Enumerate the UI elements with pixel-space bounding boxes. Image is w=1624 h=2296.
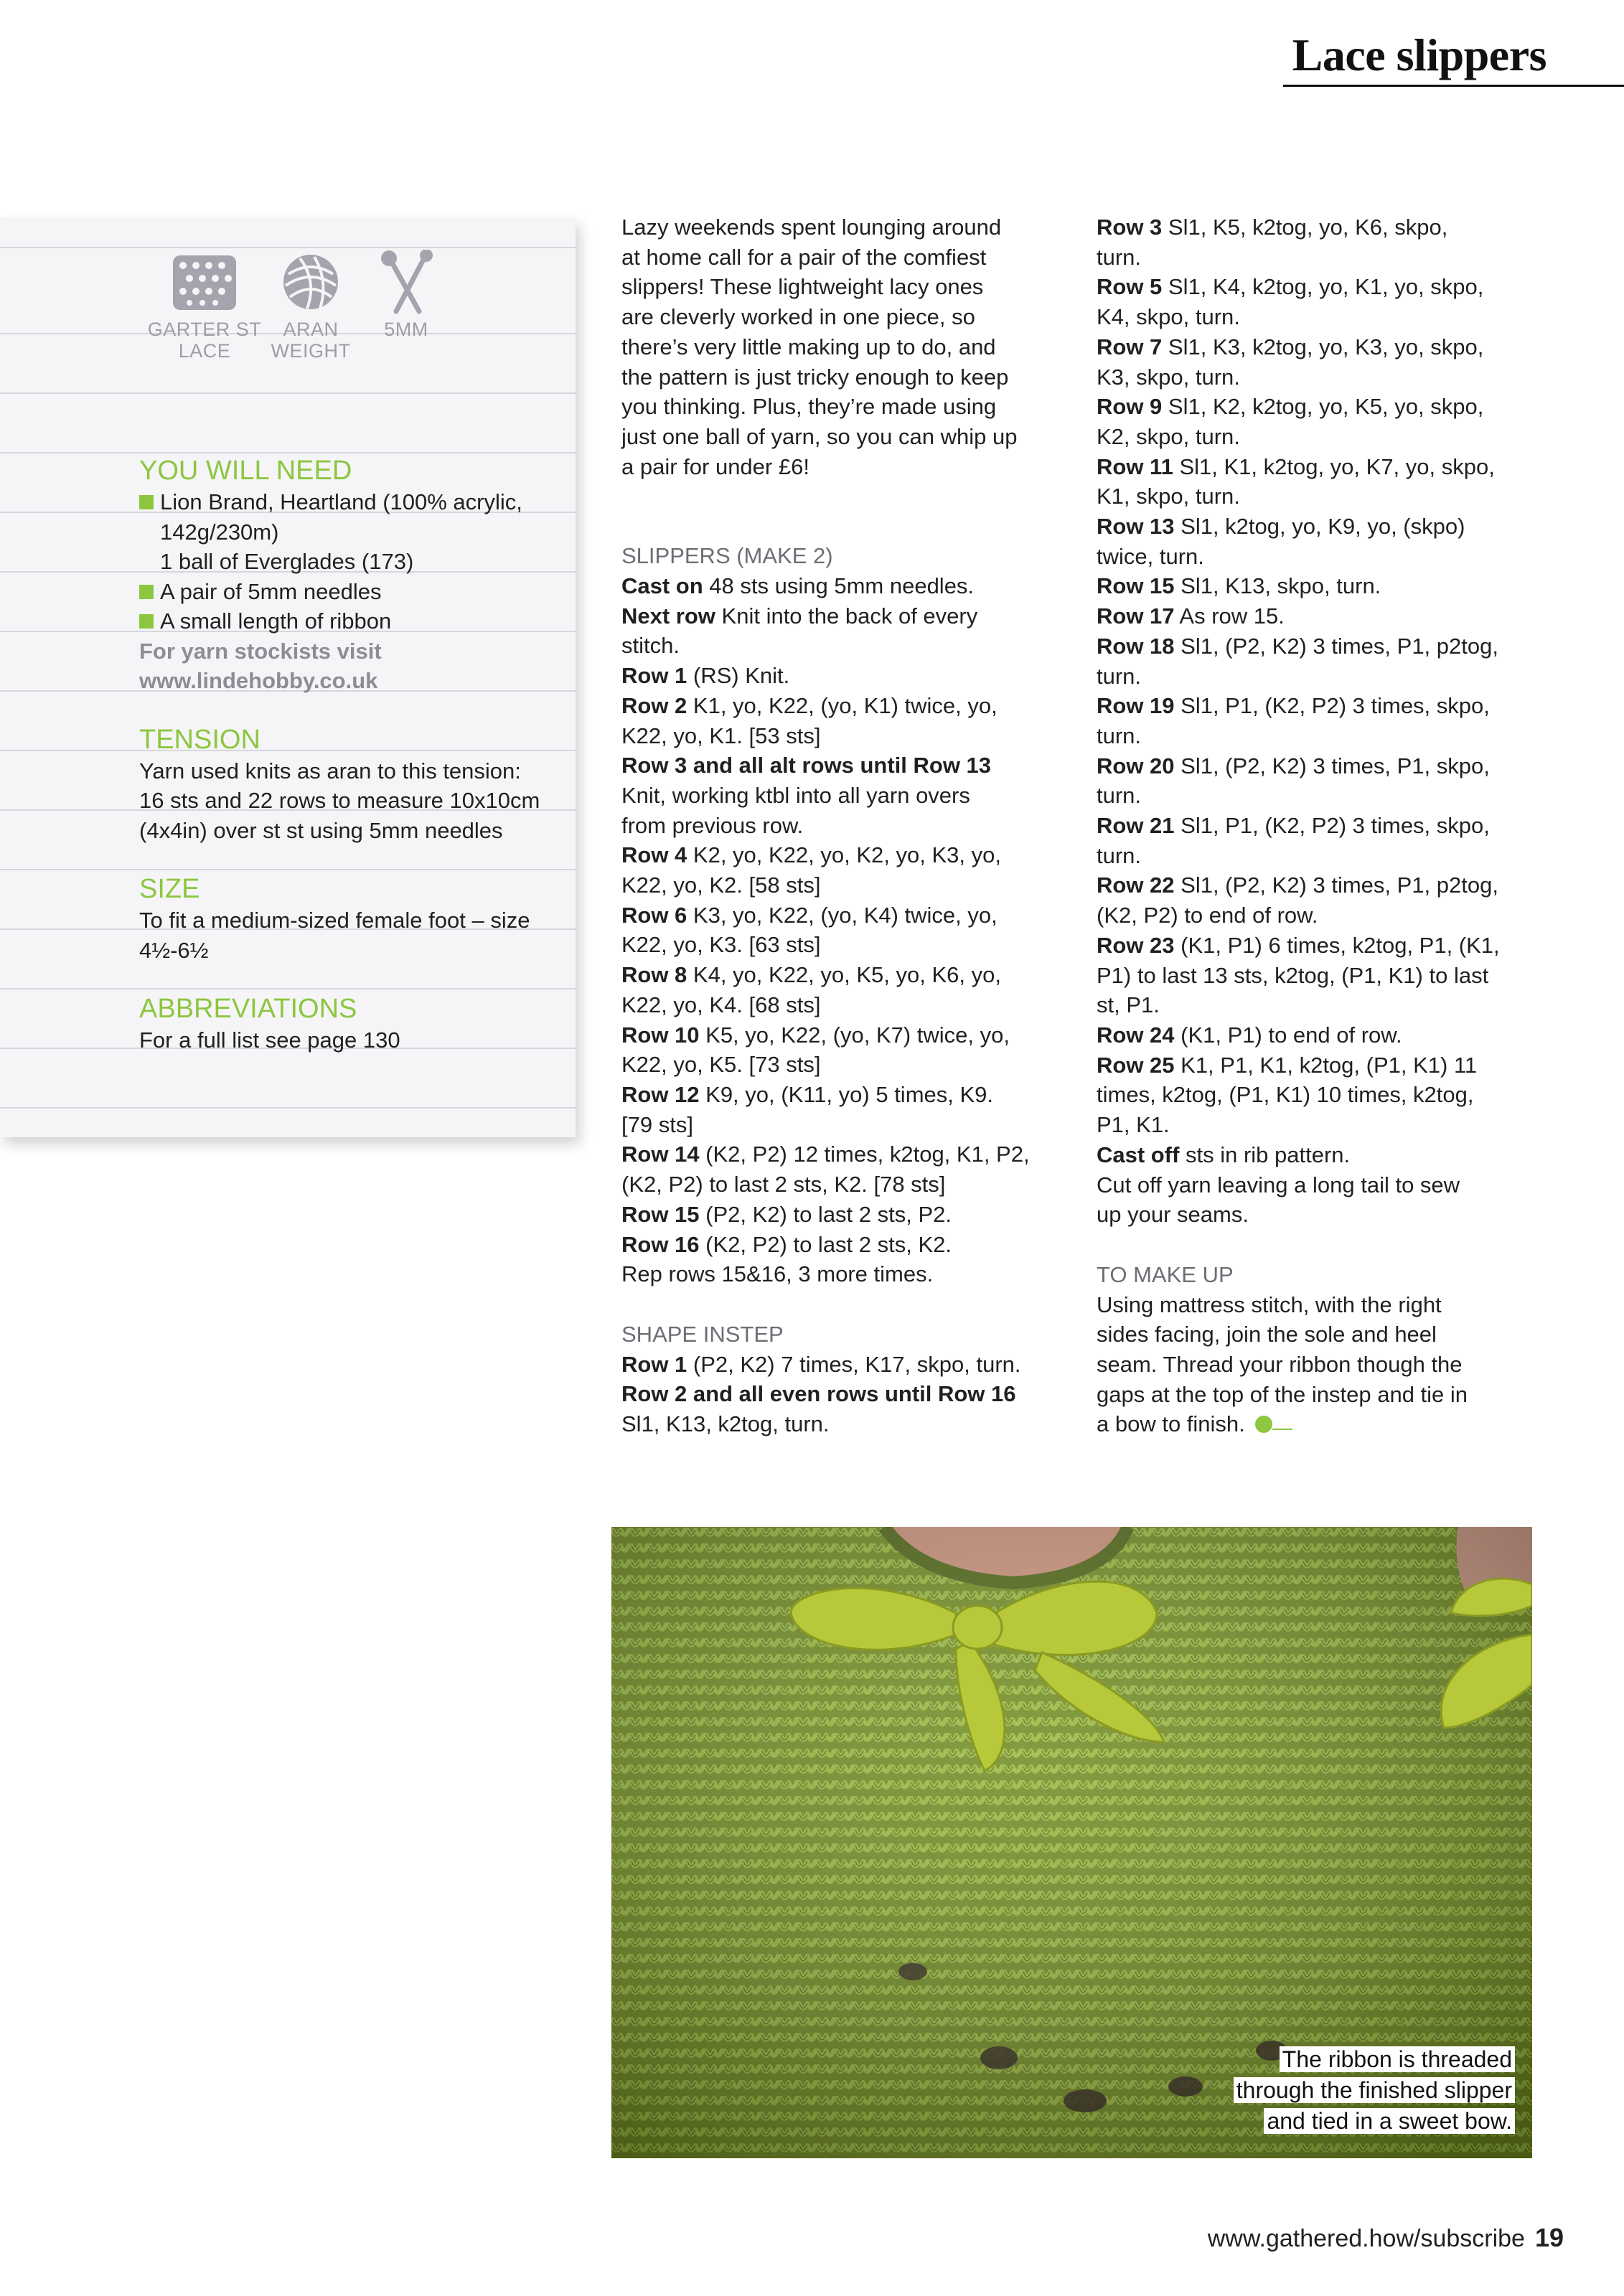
- row-text: K3, yo, K22, (yo, K4) twice, yo,: [687, 902, 998, 928]
- row-text: As row 15.: [1174, 603, 1285, 629]
- instruction-line: [1097, 452, 1527, 482]
- stockists-note: For yarn stockists visit: [139, 638, 382, 664]
- abbreviations-heading: ABBREVIATIONS: [139, 994, 357, 1024]
- row-label: Row 22: [1097, 872, 1175, 898]
- icon-label: ARAN WEIGHT: [271, 319, 351, 362]
- row-text: Sl1, K13, skpo, turn.: [1174, 573, 1381, 599]
- instruction-line: [1097, 481, 1527, 512]
- instruction-line: [1097, 1200, 1527, 1230]
- row-label: Row 15: [1097, 573, 1175, 599]
- page-number: 19: [1534, 2223, 1564, 2252]
- instruction-line: [621, 1350, 1052, 1380]
- instruction-line: [1097, 841, 1527, 871]
- row-text: Sl1, K13, k2tog, turn.: [621, 1411, 830, 1437]
- size-heading: SIZE: [139, 874, 200, 904]
- materials-item-cont: 142g/230m): [160, 519, 279, 545]
- instruction-line: [1097, 422, 1527, 452]
- row-text: Sl1, k2tog, yo, K9, yo, (skpo): [1174, 514, 1465, 540]
- instruction-line: [1097, 332, 1527, 362]
- slippers-instructions: [621, 571, 1052, 1289]
- tension-text: (4x4in) over st st using 5mm needles: [139, 817, 503, 843]
- materials-item-cont: 1 ball of Everglades (173): [160, 549, 414, 574]
- instruction-line: [621, 721, 1052, 751]
- row-label: Next row: [621, 603, 715, 629]
- instruction-line: [1097, 961, 1527, 991]
- row-label: Row 3: [1097, 215, 1163, 240]
- row-text: Sl1, K4, k2tog, yo, K1, yo, skpo,: [1162, 274, 1484, 300]
- instruction-line: [1097, 512, 1527, 542]
- instruction-line: [621, 900, 1052, 931]
- intro-paragraph: [621, 212, 1052, 481]
- instruction-line: [621, 1110, 1052, 1140]
- row-label: Row 7: [1097, 334, 1163, 359]
- row-text: Sl1, K1, k2tog, yo, K7, yo, skpo,: [1173, 453, 1495, 479]
- row-text: K22, yo, K1. [53 sts]: [621, 723, 821, 748]
- instruction-line: [1097, 1110, 1527, 1140]
- make-up-heading: TO MAKE UP: [1097, 1261, 1234, 1287]
- instruction-line: [1097, 662, 1527, 692]
- instruction-line: [1097, 990, 1527, 1020]
- row-text: (K2, P2) to last 2 sts, K2.: [699, 1231, 952, 1257]
- instruction-line: [621, 1259, 1052, 1289]
- instruction-line: [1097, 751, 1527, 781]
- abbreviations-text: For a full list see page 130: [139, 1027, 400, 1053]
- text-line: Using mattress stitch, with the right: [1097, 1292, 1442, 1317]
- shape-instep-heading: SHAPE INSTEP: [621, 1321, 784, 1347]
- row-text: K22, yo, K4. [68 sts]: [621, 992, 821, 1017]
- instruction-line: [621, 1050, 1052, 1080]
- row-text: Sl1, K2, k2tog, yo, K5, yo, skpo,: [1162, 394, 1484, 420]
- instruction-line: [621, 1170, 1052, 1200]
- instruction-line: [621, 1200, 1052, 1230]
- text-line: the pattern is just tricky enough to keep: [621, 364, 1009, 390]
- row-text: K22, yo, K3. [63 sts]: [621, 932, 821, 958]
- text-line: gaps at the top of the instep and tie in: [1097, 1381, 1468, 1407]
- row-text: (K2, P2) to last 2 sts, K2. [78 sts]: [621, 1172, 946, 1198]
- weight-icon-group: [250, 250, 372, 362]
- row-label: Row 4: [621, 842, 687, 868]
- text-line: there’s very little making up to do, and: [621, 334, 996, 359]
- row-label: Row 9: [1097, 394, 1163, 420]
- instruction-line: [621, 990, 1052, 1020]
- row-text: twice, turn.: [1097, 543, 1204, 569]
- row-text: Knit, working ktbl into all yarn overs: [621, 782, 970, 808]
- size-text: To fit a medium-sized female foot – size: [139, 908, 530, 933]
- row-label: Row 5: [1097, 274, 1163, 300]
- row-text: K3, skpo, turn.: [1097, 364, 1240, 390]
- make-up-instructions: [1097, 1290, 1527, 1440]
- row-label: Row 15: [621, 1201, 700, 1227]
- tension-text: 16 sts and 22 rows to measure 10x10cm: [139, 788, 540, 813]
- slippers-heading: SLIPPERS (MAKE 2): [621, 543, 833, 569]
- instruction-line: [621, 1230, 1052, 1260]
- row-text: K9, yo, (K11, yo) 5 times, K9.: [699, 1081, 994, 1107]
- row-text: Cut off yarn leaving a long tail to sew: [1097, 1172, 1460, 1198]
- row-label: Row 24: [1097, 1022, 1175, 1048]
- instruction-line: [1097, 900, 1527, 931]
- row-label: Row 2: [621, 692, 687, 718]
- row-text: sts in rib pattern.: [1179, 1142, 1351, 1167]
- subscribe-link[interactable]: www.gathered.how/subscribe: [1207, 2225, 1525, 2252]
- instruction-line: [621, 840, 1052, 870]
- row-label: Row 25: [1097, 1052, 1175, 1078]
- instruction-line: [1097, 212, 1527, 243]
- instruction-line: [1097, 243, 1527, 273]
- row-label: Row 23: [1097, 932, 1175, 958]
- row-text: up your seams.: [1097, 1202, 1249, 1228]
- materials-block: [139, 454, 541, 1055]
- you-will-need-heading: YOU WILL NEED: [139, 456, 352, 486]
- text-line: seam. Thread your ribbon though the: [1097, 1352, 1463, 1378]
- instruction-line: [621, 1020, 1052, 1050]
- row-label: Row 21: [1097, 813, 1175, 839]
- row-text: Sl1, (P2, K2) 3 times, P1, p2tog,: [1174, 872, 1498, 898]
- instruction-line: [1097, 302, 1527, 332]
- row-label: Row 13: [1097, 514, 1175, 540]
- row-label: Row 18: [1097, 633, 1175, 659]
- row-label: Row 10: [621, 1022, 700, 1048]
- row-text: (K1, P1) to end of row.: [1174, 1022, 1402, 1048]
- instruction-line: [621, 781, 1052, 811]
- row-label: Row 19: [1097, 693, 1175, 719]
- stockists-link[interactable]: www.lindehobby.co.uk: [139, 668, 378, 693]
- row-label: Cast on: [621, 573, 703, 599]
- row-text: Sl1, (P2, K2) 3 times, P1, skpo,: [1174, 753, 1490, 778]
- instruction-line: [1097, 931, 1527, 961]
- row-text: st, P1.: [1097, 992, 1160, 1018]
- row-text: (K2, P2) to end of row.: [1097, 903, 1318, 928]
- row-label: Row 2 and all even rows until Row 16: [621, 1381, 1016, 1407]
- photo-caption: The ribbon is threaded through the finished slipper and tied in a sweet bow.: [1234, 2044, 1515, 2137]
- instruction-line: [1097, 721, 1527, 751]
- instruction-line: [1097, 781, 1527, 811]
- materials-item: A pair of 5mm needles: [139, 577, 541, 607]
- row-text: 48 sts using 5mm needles.: [703, 573, 975, 599]
- instep-continued: [1097, 212, 1527, 1230]
- instep-instructions: [621, 1350, 1052, 1439]
- instruction-line: [621, 811, 1052, 841]
- row-text: turn.: [1097, 723, 1142, 748]
- tension-text: Yarn used knits as aran to this tension:: [139, 758, 521, 784]
- instruction-line: [1097, 811, 1527, 841]
- row-text: (P2, K2) 7 times, K17, skpo, turn.: [687, 1351, 1021, 1377]
- row-label: Row 20: [1097, 753, 1175, 778]
- instruction-line: [1097, 1170, 1527, 1200]
- text-line: a pair for under £6!: [621, 453, 809, 479]
- row-text: [79 sts]: [621, 1111, 693, 1137]
- instruction-line: [1097, 1050, 1527, 1081]
- row-label: Row 14: [621, 1142, 700, 1167]
- instruction-line: [1097, 392, 1527, 422]
- row-text: Sl1, P1, (K2, P2) 3 times, skpo,: [1174, 813, 1490, 839]
- row-text: turn.: [1097, 842, 1142, 868]
- icon-row: [144, 250, 459, 372]
- row-text: Sl1, K5, k2tog, yo, K6, skpo,: [1162, 215, 1448, 240]
- text-line: at home call for a pair of the comfiest: [621, 244, 987, 270]
- slipper-photo: [611, 1527, 1532, 2158]
- row-text: from previous row.: [621, 812, 804, 838]
- row-label: Row 11: [1097, 453, 1173, 479]
- row-label: Cast off: [1097, 1142, 1180, 1167]
- row-text: Sl1, P1, (K2, P2) 3 times, skpo,: [1174, 693, 1490, 719]
- instruction-line: [621, 930, 1052, 960]
- instruction-line: [1097, 601, 1527, 631]
- knitting-needles-icon: [356, 250, 456, 314]
- pattern-column-2: [1097, 212, 1527, 1439]
- text-line: Lazy weekends spent lounging around: [621, 215, 1002, 240]
- row-text: times, k2tog, (P1, K1) 10 times, k2tog,: [1097, 1082, 1474, 1108]
- row-text: P1, K1.: [1097, 1112, 1170, 1138]
- instruction-line: [1097, 542, 1527, 572]
- row-text: turn.: [1097, 783, 1142, 809]
- instruction-line: [621, 960, 1052, 990]
- row-text: Sl1, (P2, K2) 3 times, P1, p2tog,: [1174, 633, 1498, 659]
- instruction-line: [1097, 1080, 1527, 1110]
- size-text: 4½-6½: [139, 937, 209, 963]
- row-label: Row 8: [621, 962, 687, 988]
- instruction-line: [1097, 1020, 1527, 1050]
- row-text: K22, yo, K5. [73 sts]: [621, 1052, 821, 1078]
- instruction-line: [621, 1080, 1052, 1110]
- instruction-line: [1097, 870, 1527, 900]
- page-title: Lace slippers: [1292, 29, 1546, 80]
- row-text: stitch.: [621, 633, 680, 659]
- pattern-column-1: [621, 212, 1052, 1439]
- instruction-line: [1097, 571, 1527, 601]
- row-text: K1, yo, K22, (yo, K1) twice, yo,: [687, 692, 998, 718]
- instruction-line: [621, 870, 1052, 900]
- instruction-line: [1097, 362, 1527, 392]
- row-text: K2, yo, K22, yo, K2, yo, K3, yo,: [687, 842, 1001, 868]
- instruction-line: [621, 661, 1052, 691]
- text-line: a bow to finish.: [1097, 1409, 1527, 1439]
- row-text: K1, P1, K1, k2tog, (P1, K1) 11: [1174, 1052, 1478, 1078]
- materials-item: A small length of ribbon: [139, 606, 541, 636]
- garter-stitch-lace-icon: [144, 250, 266, 314]
- instruction-line: [621, 691, 1052, 721]
- instruction-line: [621, 751, 1052, 781]
- needle-icon-group: [356, 250, 456, 340]
- end-mark-icon: [1255, 1416, 1272, 1433]
- row-label: Row 16: [621, 1231, 700, 1257]
- row-text: Sl1, K3, k2tog, yo, K3, yo, skpo,: [1162, 334, 1484, 359]
- row-text: P1) to last 13 sts, k2tog, (P1, K1) to last: [1097, 962, 1489, 988]
- row-text: K1, skpo, turn.: [1097, 484, 1240, 509]
- row-label: Row 6: [621, 902, 687, 928]
- row-label: Row 1: [621, 663, 687, 689]
- instruction-line: [1097, 631, 1527, 662]
- row-text: (K1, P1) 6 times, k2tog, P1, (K1,: [1174, 932, 1500, 958]
- tension-heading: TENSION: [139, 724, 261, 755]
- row-text: Knit into the back of every: [715, 603, 978, 629]
- end-mark-line: [1272, 1429, 1292, 1430]
- icon-label: 5MM: [384, 319, 428, 340]
- instruction-line: [1097, 272, 1527, 302]
- row-text: (P2, K2) to last 2 sts, P2.: [699, 1201, 952, 1227]
- page-footer: [1208, 2223, 1564, 2253]
- row-label: Row 3 and all alt rows until Row 13: [621, 753, 992, 778]
- yarn-ball-icon: [250, 250, 372, 314]
- instruction-line: [621, 1409, 1052, 1439]
- info-card: [0, 217, 576, 1137]
- instruction-line: [621, 1379, 1052, 1409]
- instruction-line: [621, 1139, 1052, 1170]
- instruction-line: [1097, 691, 1527, 721]
- row-label: Row 12: [621, 1081, 700, 1107]
- text-line: just one ball of yarn, so you can whip up: [621, 423, 1018, 449]
- row-label: Row 17: [1097, 603, 1175, 629]
- icon-label: GARTER ST LACE: [147, 319, 262, 362]
- text-line: are cleverly worked in one piece, so: [621, 304, 975, 330]
- materials-item: Lion Brand, Heartland (100% acrylic,: [139, 487, 541, 517]
- row-text: (K2, P2) 12 times, k2tog, K1, P2,: [699, 1142, 1030, 1167]
- title-rule: [1283, 85, 1624, 87]
- stitch-icon-group: [144, 250, 266, 362]
- row-text: turn.: [1097, 663, 1142, 689]
- row-text: K22, yo, K2. [58 sts]: [621, 872, 821, 898]
- instruction-line: [621, 631, 1052, 661]
- row-text: turn.: [1097, 244, 1142, 270]
- instruction-line: [621, 571, 1052, 601]
- row-label: Row 1: [621, 1351, 687, 1377]
- row-text: K4, yo, K22, yo, K5, yo, K6, yo,: [687, 962, 1001, 988]
- text-line: you thinking. Plus, they’re made using: [621, 394, 997, 420]
- row-text: K2, skpo, turn.: [1097, 423, 1240, 449]
- row-text: K4, skpo, turn.: [1097, 304, 1240, 330]
- row-text: (RS) Knit.: [687, 663, 790, 689]
- row-text: Rep rows 15&16, 3 more times.: [621, 1261, 934, 1287]
- instruction-line: [621, 601, 1052, 631]
- text-line: slippers! These lightweight lacy ones: [621, 274, 984, 300]
- row-text: K5, yo, K22, (yo, K7) twice, yo,: [699, 1022, 1010, 1048]
- text-line: sides facing, join the sole and heel: [1097, 1322, 1437, 1347]
- instruction-line: [1097, 1140, 1527, 1170]
